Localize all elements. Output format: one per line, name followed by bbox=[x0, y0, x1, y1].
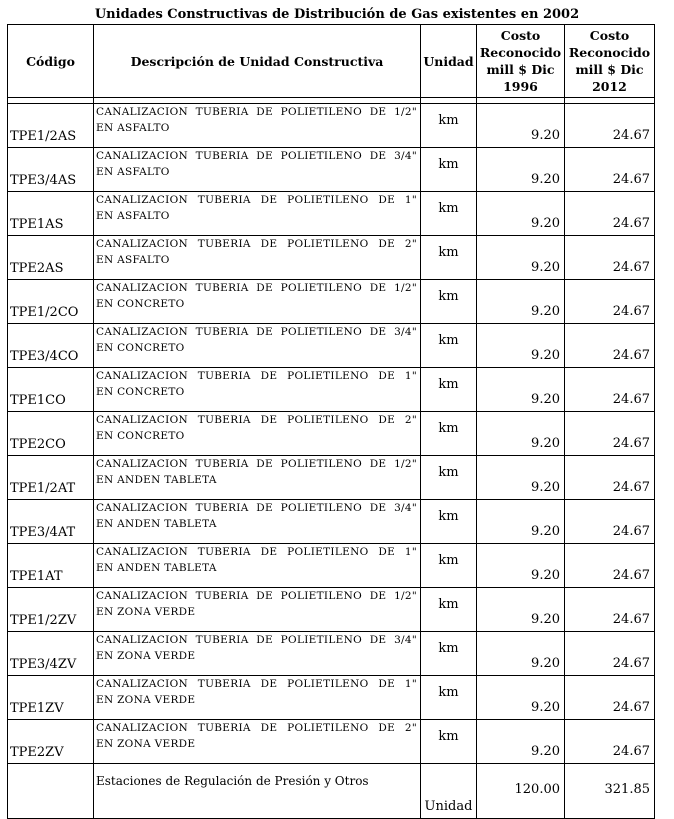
descripcion-line-1: CANALIZACION TUBERIA DE POLIETILENO DE 1" bbox=[96, 546, 417, 558]
descripcion-line-2: EN CONCRETO bbox=[96, 298, 185, 310]
costo-2012-cell: 24.67 bbox=[565, 588, 655, 632]
costo-2012-cell: 24.67 bbox=[565, 236, 655, 280]
codigo-cell: TPE3/4AT bbox=[8, 500, 94, 544]
header-costo-1996-line: mill $ Dic bbox=[486, 62, 555, 77]
unidad-cell: km bbox=[421, 632, 477, 676]
unidad-cell: km bbox=[421, 544, 477, 588]
descripcion-line-2: EN CONCRETO bbox=[96, 386, 185, 398]
codigo-cell: TPE2CO bbox=[8, 412, 94, 456]
codigo-cell: TPE1/2AS bbox=[8, 104, 94, 148]
costo-1996-cell: 9.20 bbox=[477, 588, 565, 632]
table-row-estaciones bbox=[8, 764, 655, 819]
descripcion-cell bbox=[94, 676, 421, 720]
descripcion-line-1: CANALIZACION TUBERIA DE POLIETILENO DE 1" bbox=[96, 194, 417, 206]
costo-1996-cell: 9.20 bbox=[477, 632, 565, 676]
descripcion-cell bbox=[94, 148, 421, 192]
costo-1996-cell: 9.20 bbox=[477, 456, 565, 500]
descripcion-line-1: CANALIZACION TUBERIA DE POLIETILENO DE 3/4" bbox=[96, 150, 417, 162]
codigo-cell bbox=[8, 764, 94, 819]
descripcion-line-1: CANALIZACION TUBERIA DE POLIETILENO DE 2" bbox=[96, 238, 417, 250]
descripcion-line-1: CANALIZACION TUBERIA DE POLIETILENO DE 1" bbox=[96, 370, 417, 382]
descripcion-line-2: EN ZONA VERDE bbox=[96, 650, 196, 662]
costo-2012-cell: 24.67 bbox=[565, 720, 655, 764]
descripcion-line-1: CANALIZACION TUBERIA DE POLIETILENO DE 1/2" bbox=[96, 106, 417, 118]
codigo-cell: TPE1ZV bbox=[8, 676, 94, 720]
descripcion-line-2: EN ANDEN TABLETA bbox=[96, 518, 217, 530]
descripcion-line-2: EN ASFALTO bbox=[96, 210, 170, 222]
descripcion-cell bbox=[94, 632, 421, 676]
unidad-cell: km bbox=[421, 324, 477, 368]
unidad-cell: km bbox=[421, 368, 477, 412]
document-title: Unidades Constructivas de Distribución de Gas existentes en 2002 bbox=[94, 7, 580, 22]
codigo-cell: TPE1/2ZV bbox=[8, 588, 94, 632]
codigo-cell: TPE2AS bbox=[8, 236, 94, 280]
descripcion-cell bbox=[94, 412, 421, 456]
codigo-cell: TPE1AT bbox=[8, 544, 94, 588]
costo-1996-cell: 9.20 bbox=[477, 544, 565, 588]
codigo-cell: TPE3/4CO bbox=[8, 324, 94, 368]
descripcion-line-2: EN ANDEN TABLETA bbox=[96, 562, 217, 574]
unidad-cell: km bbox=[421, 412, 477, 456]
table-row bbox=[8, 544, 655, 588]
descripcion-line-2: EN ZONA VERDE bbox=[96, 606, 196, 618]
unidad-cell: km bbox=[421, 236, 477, 280]
descripcion-cell bbox=[94, 368, 421, 412]
unidad-cell: km bbox=[421, 720, 477, 764]
descripcion-line-1: CANALIZACION TUBERIA DE POLIETILENO DE 2" bbox=[96, 414, 417, 426]
header-costo-2012-line: mill $ Dic bbox=[575, 62, 644, 77]
costo-1996-cell: 9.20 bbox=[477, 148, 565, 192]
costo-2012-cell: 24.67 bbox=[565, 368, 655, 412]
table-row bbox=[8, 632, 655, 676]
unidad-cell: km bbox=[421, 192, 477, 236]
table-row bbox=[8, 236, 655, 280]
table-row bbox=[8, 412, 655, 456]
descripcion-cell: Estaciones de Regulación de Presión y Otros bbox=[94, 764, 421, 819]
costo-2012-cell: 24.67 bbox=[565, 192, 655, 236]
costo-1996-cell: 9.20 bbox=[477, 720, 565, 764]
costo-1996-cell: 9.20 bbox=[477, 500, 565, 544]
costo-1996-cell: 9.20 bbox=[477, 676, 565, 720]
header-codigo: Código bbox=[8, 25, 94, 98]
table-row bbox=[8, 500, 655, 544]
descripcion-cell bbox=[94, 236, 421, 280]
table-row bbox=[8, 148, 655, 192]
codigo-cell: TPE1AS bbox=[8, 192, 94, 236]
header-costo-1996-line: 1996 bbox=[503, 79, 538, 94]
codigo-cell: TPE1CO bbox=[8, 368, 94, 412]
header-costo-2012-line: 2012 bbox=[592, 79, 627, 94]
unidad-cell: km bbox=[421, 456, 477, 500]
descripcion-cell bbox=[94, 720, 421, 764]
descripcion-cell bbox=[94, 500, 421, 544]
descripcion-line-1: CANALIZACION TUBERIA DE POLIETILENO DE 3/4" bbox=[96, 326, 417, 338]
header-unidad: Unidad bbox=[421, 25, 477, 98]
descripcion-line-1: CANALIZACION TUBERIA DE POLIETILENO DE 1/2" bbox=[96, 458, 417, 470]
costo-2012-cell: 24.67 bbox=[565, 544, 655, 588]
unidad-cell: km bbox=[421, 500, 477, 544]
codigo-cell: TPE3/4AS bbox=[8, 148, 94, 192]
descripcion-line-2: EN ASFALTO bbox=[96, 254, 170, 266]
costo-1996-cell: 9.20 bbox=[477, 412, 565, 456]
table-row bbox=[8, 280, 655, 324]
table-row bbox=[8, 456, 655, 500]
unidad-cell: km bbox=[421, 676, 477, 720]
descripcion-line-2: EN ASFALTO bbox=[96, 122, 170, 134]
table-row bbox=[8, 368, 655, 412]
costo-2012-cell: 24.67 bbox=[565, 500, 655, 544]
codigo-cell: TPE1/2AT bbox=[8, 456, 94, 500]
descripcion-line-1: CANALIZACION TUBERIA DE POLIETILENO DE 1/2" bbox=[96, 282, 417, 294]
table-row bbox=[8, 588, 655, 632]
codigo-cell: TPE1/2CO bbox=[8, 280, 94, 324]
costo-2012-cell: 24.67 bbox=[565, 104, 655, 148]
descripcion-cell bbox=[94, 588, 421, 632]
header-costo-2012-line: Reconocido bbox=[568, 45, 651, 60]
descripcion-cell bbox=[94, 324, 421, 368]
descripcion-line-2: EN CONCRETO bbox=[96, 342, 185, 354]
unidad-cell: km bbox=[421, 148, 477, 192]
descripcion-line-1: CANALIZACION TUBERIA DE POLIETILENO DE 3/4" bbox=[96, 502, 417, 514]
header-costo-2012 bbox=[565, 25, 655, 98]
costo-1996-cell: 9.20 bbox=[477, 324, 565, 368]
unidad-cell: km bbox=[421, 280, 477, 324]
costo-1996-cell: 9.20 bbox=[477, 192, 565, 236]
descripcion-line-1: CANALIZACION TUBERIA DE POLIETILENO DE 2" bbox=[96, 722, 417, 734]
descripcion-line-2: EN ANDEN TABLETA bbox=[96, 474, 217, 486]
unidades-table bbox=[7, 24, 655, 819]
descripcion-line-2: EN ASFALTO bbox=[96, 166, 170, 178]
header-costo-1996-line: Reconocido bbox=[479, 45, 562, 60]
header-row bbox=[8, 25, 655, 98]
costo-2012-cell: 24.67 bbox=[565, 676, 655, 720]
table-row bbox=[8, 192, 655, 236]
costo-2012-cell: 24.67 bbox=[565, 324, 655, 368]
unidad-cell: km bbox=[421, 104, 477, 148]
codigo-cell: TPE2ZV bbox=[8, 720, 94, 764]
descripcion-cell bbox=[94, 544, 421, 588]
costo-2012-cell: 24.67 bbox=[565, 148, 655, 192]
table-row bbox=[8, 104, 655, 148]
costo-1996-cell: 9.20 bbox=[477, 104, 565, 148]
descripcion-line-1: CANALIZACION TUBERIA DE POLIETILENO DE 3/4" bbox=[96, 634, 417, 646]
unidad-cell: km bbox=[421, 588, 477, 632]
header-costo-2012-line: Costo bbox=[589, 28, 630, 43]
unidad-cell: Unidad bbox=[421, 764, 477, 819]
costo-2012-cell: 24.67 bbox=[565, 632, 655, 676]
header-descripcion: Descripción de Unidad Constructiva bbox=[94, 25, 421, 98]
descripcion-line-2: EN CONCRETO bbox=[96, 430, 185, 442]
costo-2012-cell: 24.67 bbox=[565, 412, 655, 456]
codigo-cell: TPE3/4ZV bbox=[8, 632, 94, 676]
table-row bbox=[8, 324, 655, 368]
costo-1996-cell: 120.00 bbox=[477, 764, 565, 819]
costo-2012-cell: 321.85 bbox=[565, 764, 655, 819]
descripcion-line-1: CANALIZACION TUBERIA DE POLIETILENO DE 1" bbox=[96, 678, 417, 690]
costo-1996-cell: 9.20 bbox=[477, 368, 565, 412]
descripcion-cell bbox=[94, 192, 421, 236]
costo-1996-cell: 9.20 bbox=[477, 236, 565, 280]
header-costo-1996-line: Costo bbox=[500, 28, 541, 43]
table-row bbox=[8, 676, 655, 720]
descripcion-line-2: EN ZONA VERDE bbox=[96, 694, 196, 706]
costo-1996-cell: 9.20 bbox=[477, 280, 565, 324]
descripcion-cell bbox=[94, 280, 421, 324]
descripcion-cell bbox=[94, 104, 421, 148]
header-costo-1996 bbox=[477, 25, 565, 98]
descripcion-line-2: EN ZONA VERDE bbox=[96, 738, 196, 750]
descripcion-cell bbox=[94, 456, 421, 500]
costo-2012-cell: 24.67 bbox=[565, 456, 655, 500]
descripcion-line-1: CANALIZACION TUBERIA DE POLIETILENO DE 1/2" bbox=[96, 590, 417, 602]
costo-2012-cell: 24.67 bbox=[565, 280, 655, 324]
table-row bbox=[8, 720, 655, 764]
